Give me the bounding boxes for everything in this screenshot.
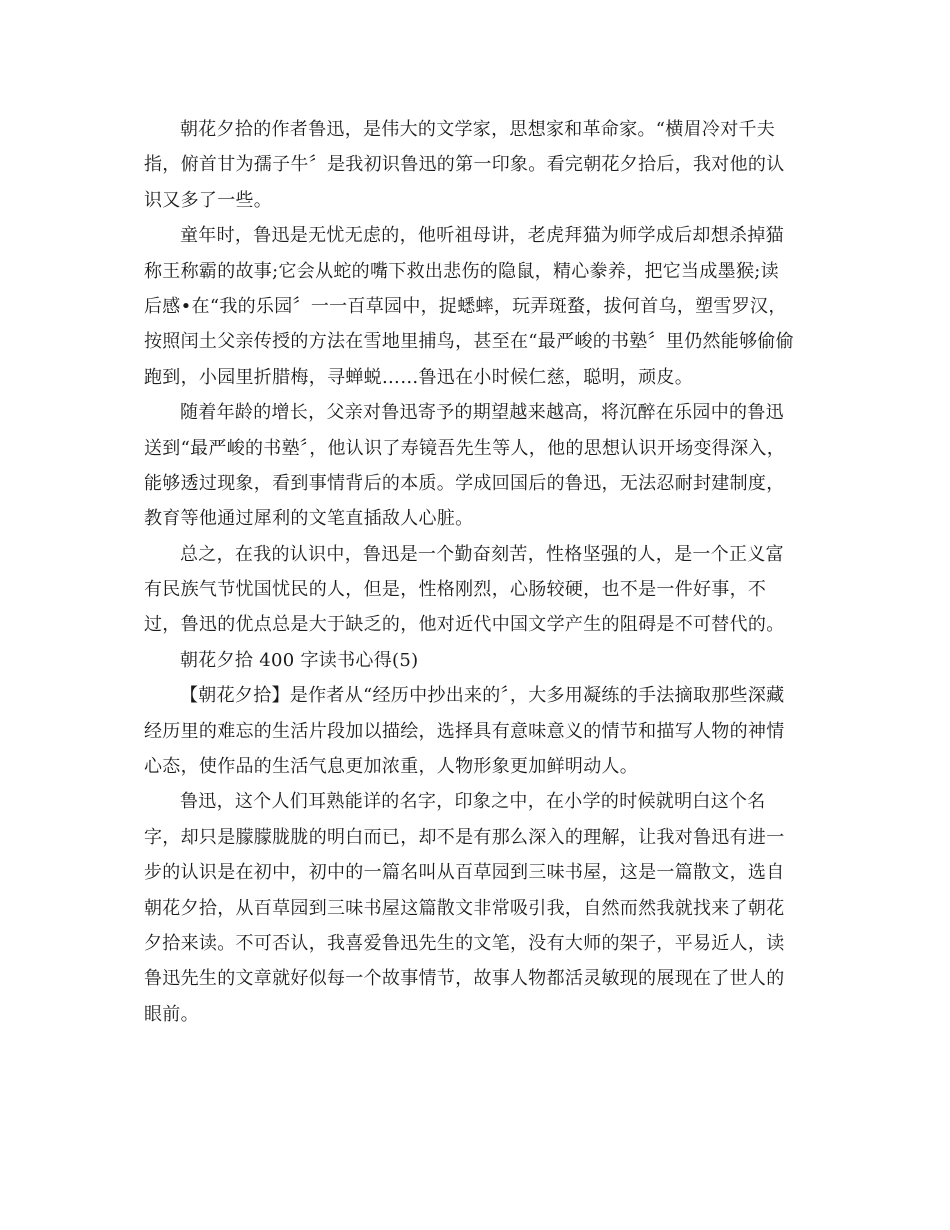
document-body: [144, 112, 806, 1032]
paragraph-3: [144, 395, 806, 537]
text-line: 后感•在“我的乐园〞一一百草园中，捉蟋蟀，玩弄斑蝥，拔何首乌，塑雪罗汉，: [144, 295, 787, 317]
text-line: 称王称霸的故事;它会从蛇的嘴下救出悲伤的隐鼠，精心豢养，把它当成墨猴;读: [144, 260, 779, 282]
text-line: 教育等他通过犀利的文笔直插敌人心脏。: [144, 508, 474, 530]
text-line: 跑到，小园里折腊梅，寻蝉蜕……鲁迅在小时候仁慈，聪明，顽皮。: [144, 366, 693, 388]
paragraph-2: [144, 218, 806, 395]
text-line: 识又多了一些。: [144, 189, 273, 211]
text-line: 按照闰土父亲传授的方法在雪地里捕鸟，甚至在“最严峻的书塾〞里仍然能够偷偷: [144, 331, 794, 353]
paragraph-4: [144, 537, 806, 643]
text-line: 指，俯首甘为孺子牛〞是我初识鲁迅的第一印象。看完朝花夕拾后，我对他的认: [144, 154, 785, 176]
text-line: 步的认识是在初中，初中的一篇名叫从百草园到三味书屋，这是一篇散文，选自: [144, 862, 785, 884]
text-line: 字，却只是朦朦胧胧的明白而已，却不是有那么深入的理解，让我对鲁迅有进一: [144, 826, 785, 848]
paragraph-1: [144, 112, 806, 218]
text-line: 童年时，鲁迅是无忧无虑的，他听祖母讲，老虎拜猫为师学成后却想杀掉猫: [180, 225, 784, 247]
text-line: 经历里的难忘的生活片段加以描绘，选择具有意味意义的情节和描写人物的神情: [144, 720, 785, 742]
text-line: 【朝花夕拾】是作者从“经历中抄出来的〞，大多用凝练的手法摘取那些深藏: [180, 685, 785, 707]
heading-line: 朝花夕拾 400 字读书心得(5): [180, 649, 419, 671]
paragraph-6: [144, 784, 806, 1032]
text-line: 鲁迅，这个人们耳熟能详的名字，印象之中，在小学的时候就明白这个名: [180, 791, 766, 813]
text-line: 夕拾来读。不可否认，我喜爱鲁迅先生的文笔，没有大师的架子，平易近人，读: [144, 932, 785, 954]
text-line: 眼前。: [144, 1003, 199, 1025]
paragraph-5: [144, 678, 806, 784]
text-line: 有民族气节忧国忧民的人，但是，性格刚烈，心肠较硬，也不是一件好事，不: [144, 579, 767, 601]
text-line: 朝花夕拾的作者鲁迅，是伟大的文学家，思想家和革命家。“横眉冷对千夫: [180, 119, 776, 140]
text-line: 心态，使作品的生活气息更加浓重，人物形象更加鲜明动人。: [144, 756, 639, 778]
section-heading: [144, 643, 806, 678]
text-line: 总之，在我的认识中，鲁迅是一个勤奋刻苦，性格坚强的人，是一个正义富: [180, 543, 784, 565]
text-line: 随着年龄的增长，父亲对鲁迅寄予的期望越来越高，将沉醉在乐园中的鲁迅: [180, 402, 784, 424]
text-line: 送到“最严峻的书塾〞，他认识了寿镜吾先生等人，他的思想认识开场变得深入，: [144, 437, 785, 459]
text-line: 朝花夕拾，从百草园到三味书屋这篇散文非常吸引我，自然而然我就找来了朝花: [144, 897, 785, 919]
text-line: 能够透过现象，看到事情背后的本质。学成回国后的鲁迅，无法忍耐封建制度，: [144, 472, 785, 494]
text-line: 鲁迅先生的文章就好似每一个故事情节，故事人物都活灵敏现的展现在了世人的: [144, 968, 785, 990]
text-line: 过，鲁迅的优点总是大于缺乏的，他对近代中国文学产生的阻碍是不可替代的。: [144, 614, 785, 636]
